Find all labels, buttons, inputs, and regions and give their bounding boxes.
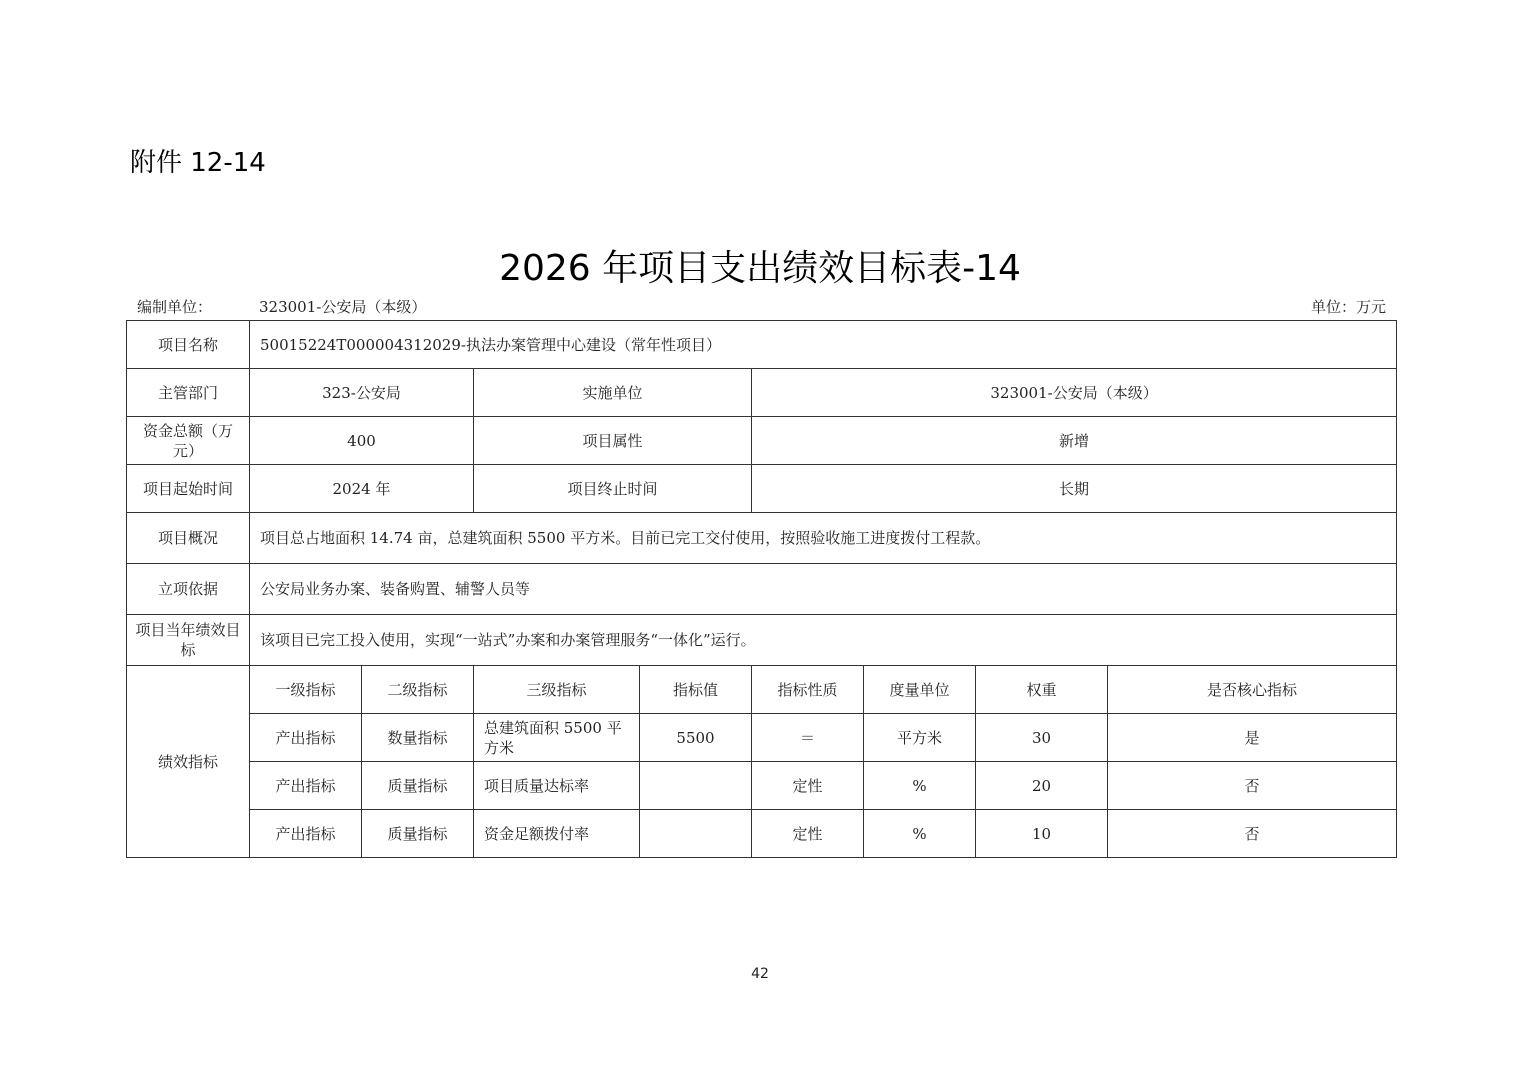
indicator-value: 5500	[640, 714, 752, 762]
row-project-name	[127, 321, 1397, 369]
indicator-level2: 质量指标	[362, 810, 474, 858]
indicator-level1: 产出指标	[250, 810, 362, 858]
indicator-header: 指标值	[640, 666, 752, 714]
overview-label: 项目概况	[127, 513, 250, 564]
indicator-weight: 30	[976, 714, 1108, 762]
indicator-core: 否	[1108, 810, 1397, 858]
basis-label: 立项依据	[127, 564, 250, 615]
indicator-unit: %	[864, 762, 976, 810]
fund-value: 400	[250, 417, 474, 465]
indicator-row	[127, 762, 1397, 810]
basis-value: 公安局业务办案、装备购置、辅警人员等	[250, 564, 1397, 615]
indicator-header: 权重	[976, 666, 1108, 714]
indicator-core: 否	[1108, 762, 1397, 810]
indicator-core: 是	[1108, 714, 1397, 762]
indicator-header: 是否核心指标	[1108, 666, 1397, 714]
indicator-level3: 项目质量达标率	[474, 762, 640, 810]
indicator-header: 二级指标	[362, 666, 474, 714]
indicator-header: 三级指标	[474, 666, 640, 714]
indicator-unit: 平方米	[864, 714, 976, 762]
end-label: 项目终止时间	[474, 465, 752, 513]
start-value: 2024 年	[250, 465, 474, 513]
indicator-row	[127, 714, 1397, 762]
currency-unit: 单位：万元	[1310, 298, 1386, 316]
indicator-level3: 资金足额拨付率	[474, 810, 640, 858]
indicator-level2: 质量指标	[362, 762, 474, 810]
attachment-label: 附件 12-14	[130, 148, 266, 178]
start-label: 项目起始时间	[127, 465, 250, 513]
indicator-header: 度量单位	[864, 666, 976, 714]
indicator-level2: 数量指标	[362, 714, 474, 762]
row-department	[127, 369, 1397, 417]
indicators-section-label: 绩效指标	[127, 666, 250, 858]
indicator-nature: ＝	[752, 714, 864, 762]
row-goal	[127, 615, 1397, 666]
prep-unit-value: 323001-公安局（本级）	[259, 298, 427, 316]
project-name-value: 50015224T000004312029-执法办案管理中心建设（常年性项目）	[250, 321, 1397, 369]
indicator-row	[127, 810, 1397, 858]
indicator-header: 指标性质	[752, 666, 864, 714]
indicator-nature: 定性	[752, 762, 864, 810]
end-value: 长期	[752, 465, 1397, 513]
impl-value: 323001-公安局（本级）	[752, 369, 1397, 417]
project-name-label: 项目名称	[127, 321, 250, 369]
indicator-value	[640, 762, 752, 810]
performance-target-table	[126, 320, 1397, 858]
fund-label: 资金总额（万元）	[127, 417, 250, 465]
indicator-nature: 定性	[752, 810, 864, 858]
prep-unit-label: 编制单位：	[137, 298, 213, 316]
attr-value: 新增	[752, 417, 1397, 465]
indicator-weight: 10	[976, 810, 1108, 858]
indicator-level1: 产出指标	[250, 714, 362, 762]
row-overview	[127, 513, 1397, 564]
indicator-header-row	[127, 666, 1397, 714]
indicator-level1: 产出指标	[250, 762, 362, 810]
indicator-value	[640, 810, 752, 858]
indicator-weight: 20	[976, 762, 1108, 810]
indicator-level3: 总建筑面积 5500 平方米	[474, 714, 640, 762]
page-number: 42	[751, 966, 769, 982]
row-basis	[127, 564, 1397, 615]
row-time	[127, 465, 1397, 513]
goal-label: 项目当年绩效目标	[127, 615, 250, 666]
page-title: 2026 年项目支出绩效目标表-14	[499, 248, 1021, 289]
attr-label: 项目属性	[474, 417, 752, 465]
row-fund	[127, 417, 1397, 465]
dept-label: 主管部门	[127, 369, 250, 417]
impl-label: 实施单位	[474, 369, 752, 417]
goal-value: 该项目已完工投入使用，实现“一站式”办案和办案管理服务“一体化”运行。	[250, 615, 1397, 666]
dept-value: 323-公安局	[250, 369, 474, 417]
overview-value: 项目总占地面积 14.74 亩，总建筑面积 5500 平方米。目前已完工交付使用，按照验收施工进度拨付工程款。	[250, 513, 1397, 564]
indicator-header: 一级指标	[250, 666, 362, 714]
indicator-unit: %	[864, 810, 976, 858]
